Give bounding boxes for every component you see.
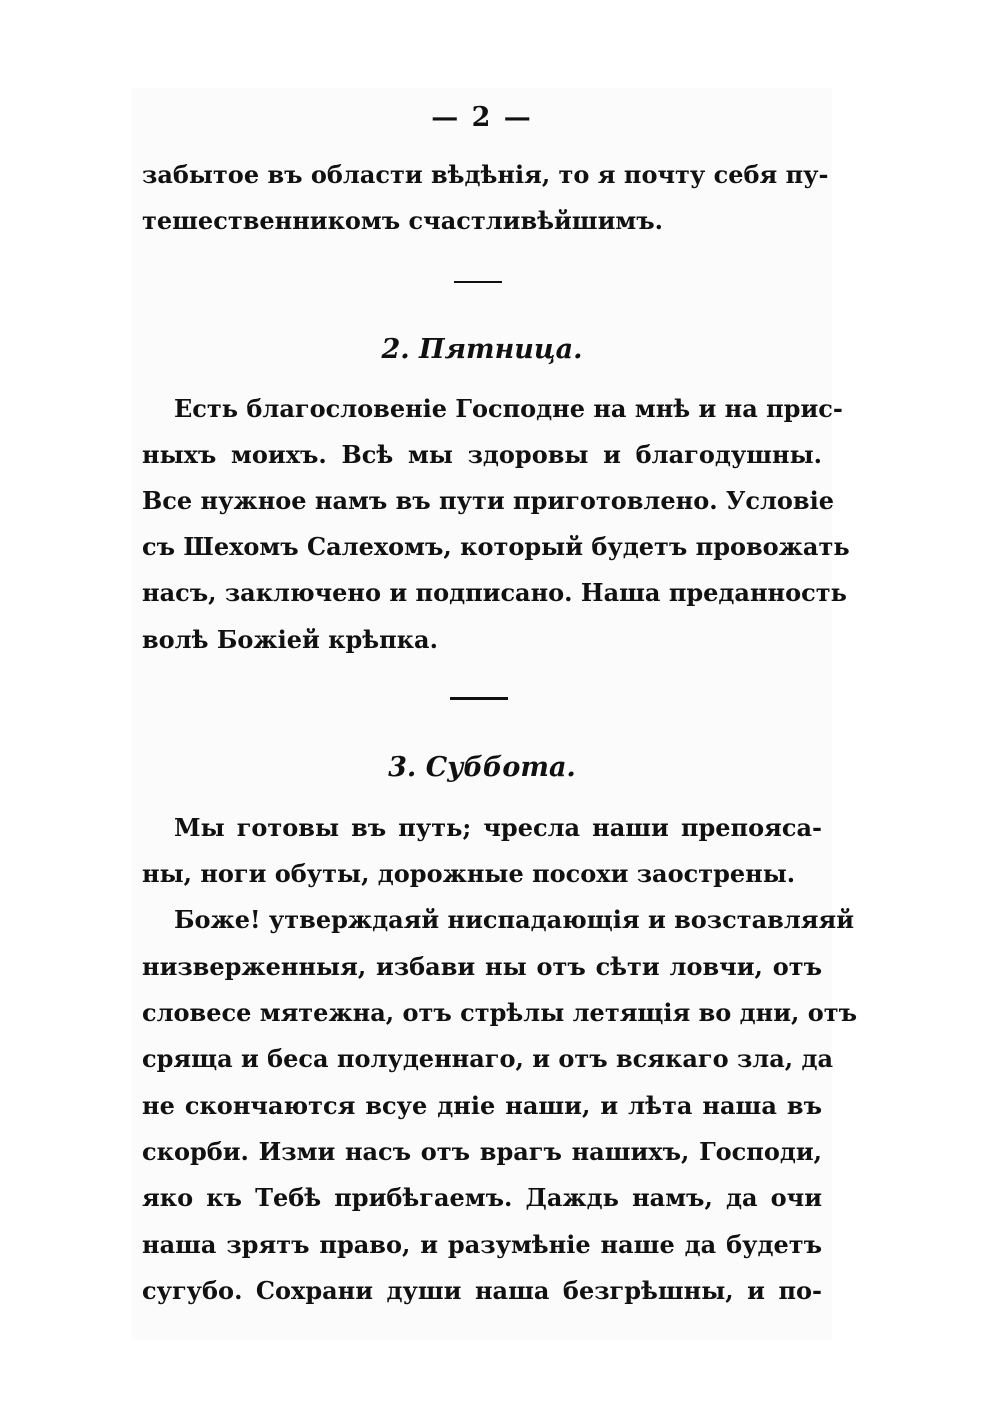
text-line: яко къ Тебѣ прибѣгаемъ. Даждь намъ, да очи	[142, 1183, 822, 1212]
section-heading: 2. Пятница.	[381, 334, 583, 365]
text-line: наша зрятъ право, и разумѣніе наше да будетъ	[142, 1230, 822, 1259]
text-line: Есть благословеніе Господне на мнѣ и на прис-	[174, 394, 843, 423]
text-line: насъ, заключено и подписано. Наша преданность	[142, 578, 847, 607]
book-page	[132, 88, 857, 1340]
section-divider	[454, 281, 502, 283]
text-line: Боже! утверждаяй ниспадающія и возставляяй	[174, 905, 855, 934]
text-line: съ Шехомъ Салехомъ, который будетъ провожать	[142, 532, 850, 561]
text-line: скорби. Изми насъ отъ врагъ нашихъ, Господи,	[142, 1137, 822, 1166]
text-line: волѣ Божіей крѣпка.	[142, 625, 438, 654]
page-number: — 2 —	[431, 102, 533, 133]
section-heading: 3. Суббота.	[388, 752, 576, 783]
text-line: забытое въ области вѣдѣнія, то я почту себя пу-	[142, 160, 829, 189]
section-divider	[450, 697, 508, 700]
text-line: не скончаются всуе дніе наши, и лѣта наша въ	[142, 1091, 822, 1120]
text-line: сугубо. Сохрани души наша безгрѣшны, и по-	[142, 1276, 822, 1305]
text-line: Мы готовы въ путь; чресла наши препояса-	[174, 813, 822, 842]
text-line: низверженныя, избави ны отъ сѣти ловчи, отъ	[142, 952, 822, 981]
text-line: сряща и беса полуденнаго, и отъ всякаго зла, да	[142, 1044, 834, 1073]
text-line: тешественникомъ счастливѣйшимъ.	[142, 206, 664, 235]
text-line: ны, ноги обуты, дорожные посохи заострены.	[142, 859, 796, 888]
text-line: ныхъ моихъ. Всѣ мы здоровы и благодушны.	[142, 440, 822, 469]
text-line: словесе мятежна, отъ стрѣлы летящія во дни, отъ	[142, 998, 857, 1027]
text-line: Все нужное намъ въ пути приготовлено. Условіе	[142, 486, 834, 515]
